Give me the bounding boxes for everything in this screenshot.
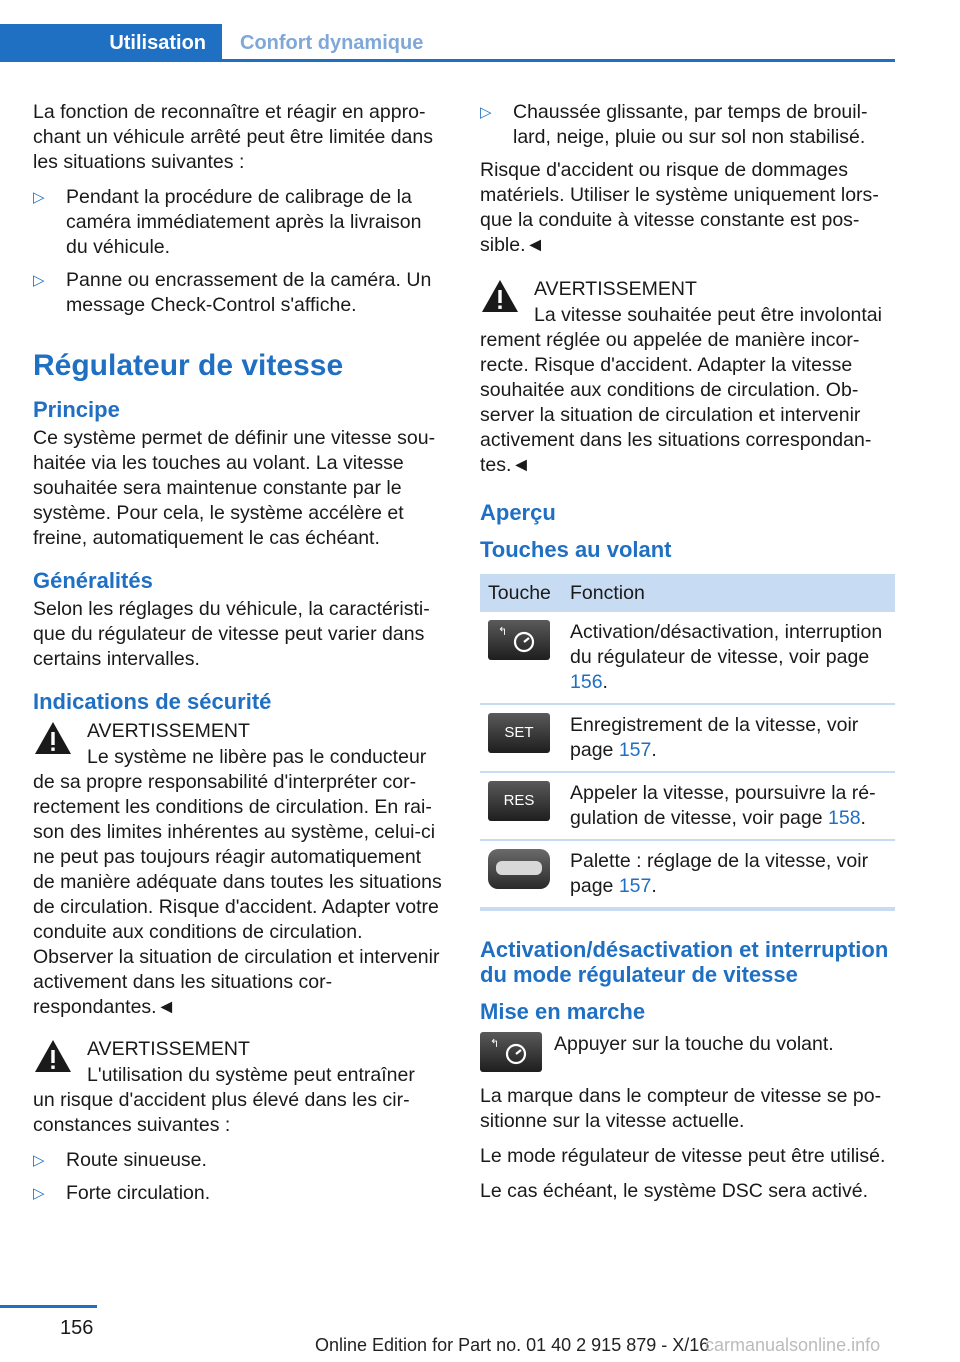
header-bar xyxy=(0,0,960,62)
warning-text: rement réglée ou appelée de manière incorrecte. Risque d'accident. Adapter la vitesse souhaitée aux conditions de circulation. Observer la situation de circulation et intervenir activement dans les situations correspondantes.◄ xyxy=(480,329,872,476)
svg-text:↰: ↰ xyxy=(498,625,508,638)
table-row xyxy=(480,772,895,840)
paragraph: La marque dans le compteur de vitesse se positionne sur la vitesse actuelle. xyxy=(480,1085,882,1132)
table-cell: Enregistrement de la vitesse, voir page 157. xyxy=(562,704,895,772)
list-item xyxy=(33,185,445,260)
list-item xyxy=(33,1148,445,1173)
table-header-row xyxy=(480,574,895,612)
set-key-icon: SET xyxy=(488,713,550,753)
cruise-control-key-icon xyxy=(488,620,550,660)
warning-triangle-icon xyxy=(33,720,73,756)
warning-first-line: Le système ne libère pas le conducteur xyxy=(87,746,427,768)
triangle-bullet-icon: ▷ xyxy=(33,189,45,206)
svg-text:↰: ↰ xyxy=(490,1037,500,1050)
warning-block xyxy=(33,718,445,770)
list-item-text: Pendant la procédure de calibrage de la caméra immédiatement après la livraison du véhicule. xyxy=(66,186,422,258)
edition-text: Online Edition for Part no. 01 40 2 915 879 - X/16 xyxy=(315,1335,710,1355)
page-link[interactable]: 156 xyxy=(570,671,603,693)
list-item-text: Route sinueuse. xyxy=(66,1149,207,1171)
triangle-bullet-icon: ▷ xyxy=(33,272,45,289)
header-rule xyxy=(222,59,895,62)
subsection-mise-en-marche: Mise en marche xyxy=(480,999,646,1024)
triangle-bullet-icon: ▷ xyxy=(33,1152,45,1169)
warning-first-line: La vitesse souhaitée peut être involontai xyxy=(534,304,882,326)
list-item-text: Forte circulation. xyxy=(66,1182,211,1204)
paragraph: Le mode régulateur de vitesse peut être utilisé. xyxy=(480,1145,886,1167)
column-header: Touche xyxy=(480,574,562,612)
cell-text: Activation/désactivation, interruption du régulateur de vitesse, voir page xyxy=(570,621,883,668)
subsection-apercu: Aperçu xyxy=(480,500,556,525)
watermark: carmanualsonline.info xyxy=(705,1335,881,1355)
table-row xyxy=(480,840,895,909)
page-link[interactable]: 157 xyxy=(618,875,652,897)
footer-rule xyxy=(0,1305,97,1308)
tab-utilisation[interactable]: Utilisation xyxy=(0,24,222,62)
warning-first-line: L'utilisation du système peut entraîner xyxy=(87,1064,415,1086)
section-title: Régulateur de vitesse xyxy=(33,349,344,382)
warning-title: AVERTISSEMENT xyxy=(87,720,250,742)
subsection-principe: Principe xyxy=(33,397,120,422)
cell-text: Appeler la vitesse, poursuivre la régulation de vitesse, voir page xyxy=(570,782,876,829)
intro-paragraph: La fonction de reconnaître et réagir en approchant un véhicule arrêté peut être limitée dans les situations suivantes : xyxy=(33,101,433,173)
principe-text: Ce système permet de définir une vitesse souhaitée via les touches au volant. La vitesse souhaitée sera maintenue constante par le système. Pour cela, le système accélère et freine, automatiquement le cas échéant. xyxy=(33,427,436,549)
triangle-bullet-icon: ▷ xyxy=(480,104,492,121)
cell-text: Palette : réglage de la vitesse, voir page xyxy=(570,850,869,897)
warning-block xyxy=(33,1036,445,1088)
table-cell: Palette : réglage de la vitesse, voir page 157. xyxy=(562,840,895,909)
list-item xyxy=(33,1181,445,1206)
warning-triangle-icon xyxy=(480,278,520,314)
warning-triangle-icon xyxy=(33,1038,73,1074)
warning-text: un risque d'accident plus élevé dans les circonstances suivantes : xyxy=(33,1089,410,1136)
list-item xyxy=(480,100,895,150)
page-number: 156 xyxy=(60,1317,94,1339)
paragraph: Le cas échéant, le système DSC sera activé. xyxy=(480,1180,869,1202)
warning-title: AVERTISSEMENT xyxy=(534,278,697,300)
subsection-generalites: Généralités xyxy=(33,568,153,593)
mise-en-marche-text: Appuyer sur la touche du volant. xyxy=(554,1033,834,1055)
mise-en-marche-row xyxy=(480,1032,895,1076)
generalites-text: Selon les réglages du véhicule, la caractéristique du régulateur de vitesse peut varier dans certains intervalles. xyxy=(33,598,430,670)
keys-table xyxy=(480,574,895,911)
subsection-activation: Activation/désactivation et interruption du mode régulateur de vitesse xyxy=(480,937,889,987)
rocker-switch-icon xyxy=(488,849,550,889)
list-item xyxy=(33,268,445,318)
list-item-text: Panne ou encrassement de la caméra. Un message Check-Control s'affiche. xyxy=(66,269,432,316)
table-cell: Activation/désactivation, interruption du régulateur de vitesse, voir page 156. xyxy=(562,612,895,704)
left-column xyxy=(33,100,445,1214)
list-item-text: Chaussée glissante, par temps de brouillard, neige, pluie ou sur sol non stabilisé. xyxy=(513,101,868,148)
table-row xyxy=(480,704,895,772)
table-cell: Appeler la vitesse, poursuivre la régulation de vitesse, voir page 158. xyxy=(562,772,895,840)
page-link[interactable]: 157 xyxy=(618,739,652,761)
warning-title: AVERTISSEMENT xyxy=(87,1038,250,1060)
warning-text: de sa propre responsabilité d'interpréter correctement les conditions de circulation. En raison des limites inhérentes au système, celui-ci ne peut pas toujours réagir automatiquement de manière adéquate dans toutes les situations de circulation. Risque d'accident. Adapter votre conduite aux conditions de circulation. Observer la situation de circulation et intervenir activement dans les situations correspondantes.◄ xyxy=(33,771,442,1018)
triangle-bullet-icon: ▷ xyxy=(33,1185,45,1202)
subsection-securite: Indications de sécurité xyxy=(33,689,272,714)
cruise-control-key-icon xyxy=(480,1032,542,1072)
warning-block xyxy=(480,276,895,328)
tab-confort-dynamique[interactable]: Confort dynamique xyxy=(240,32,424,54)
cell-text: Enregistrement de la vitesse, voir page xyxy=(570,714,859,761)
right-column xyxy=(480,100,895,1214)
page-link[interactable]: 158 xyxy=(828,807,861,829)
table-row xyxy=(480,612,895,704)
risk-paragraph: Risque d'accident ou risque de dommages matériels. Utiliser le système uniquement lorsque la conduite à vitesse constante est possible.◄ xyxy=(480,159,879,256)
subsection-touches: Touches au volant xyxy=(480,537,672,562)
column-header: Fonction xyxy=(562,574,895,612)
res-key-icon: RES xyxy=(488,781,550,821)
